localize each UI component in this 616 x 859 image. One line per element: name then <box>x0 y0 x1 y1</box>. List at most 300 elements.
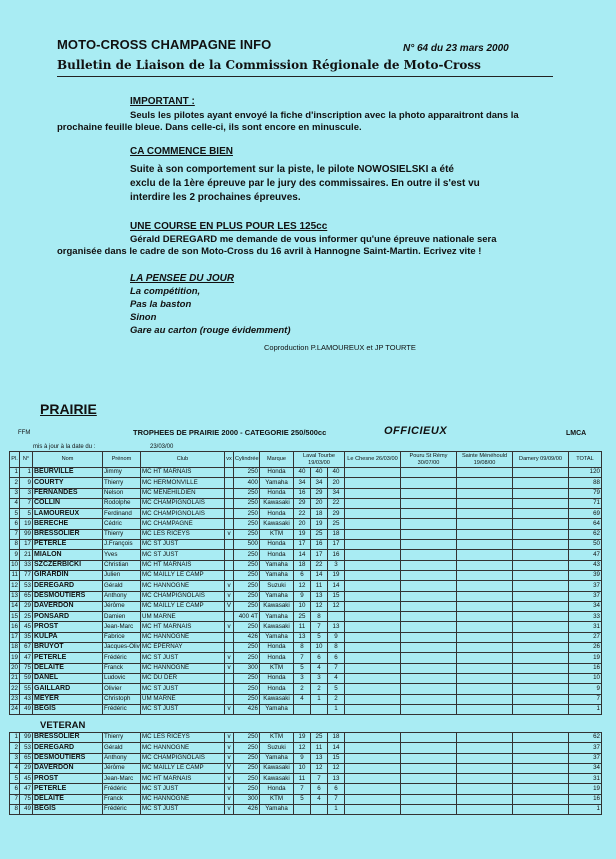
table-row <box>10 663 602 673</box>
table-row <box>10 694 602 704</box>
cell-ste-menehould <box>457 673 513 683</box>
table-row <box>10 478 602 488</box>
cell-damery <box>513 673 569 683</box>
cell-pouru <box>401 653 457 663</box>
cell-firstname: Anthony <box>103 753 141 763</box>
veteran-section-title: VETERAN <box>40 720 86 731</box>
cell-ste-menehould <box>457 570 513 580</box>
cell-le-chesne <box>345 591 401 601</box>
cell-number: 65 <box>20 753 33 763</box>
cell-pouru <box>401 805 457 815</box>
cell-le-chesne <box>345 622 401 632</box>
cell-laval-r2: 29 <box>311 488 328 498</box>
cell-laval-r1: 17 <box>294 540 311 550</box>
cell-number: 21 <box>20 550 33 560</box>
cell-place: 18 <box>10 643 20 653</box>
cell-brand: Honda <box>260 540 294 550</box>
cell-ste-menehould <box>457 488 513 498</box>
cell-laval-r3: 7 <box>328 794 345 804</box>
cell-laval-r2: 8 <box>311 612 328 622</box>
cell-le-chesne <box>345 663 401 673</box>
cell-number: 47 <box>20 784 33 794</box>
cell-place: 7 <box>10 794 20 804</box>
cell-firstname: Christian <box>103 560 141 570</box>
important-heading: IMPORTANT : <box>130 96 195 107</box>
cell-damery <box>513 743 569 753</box>
cell-pouru <box>401 519 457 529</box>
cell-club: MC HANNOGNE <box>141 663 225 673</box>
cell-brand: Honda <box>260 509 294 519</box>
cell-le-chesne <box>345 498 401 508</box>
cell-total: 69 <box>569 509 602 519</box>
cell-laval-r1: 14 <box>294 550 311 560</box>
cell-firstname: Ludovic <box>103 673 141 683</box>
cell-le-chesne <box>345 774 401 784</box>
cell-displacement: 250 <box>234 684 260 694</box>
cell-ste-menehould <box>457 643 513 653</box>
cell-veteran-flag: v <box>225 753 234 763</box>
cell-ste-menehould <box>457 694 513 704</box>
cell-laval-r1: 22 <box>294 509 311 519</box>
cell-damery <box>513 550 569 560</box>
cell-name: MEYER <box>33 694 103 704</box>
cell-displacement: 400 4T <box>234 612 260 622</box>
cell-ste-menehould <box>457 540 513 550</box>
cell-displacement: 250 <box>234 601 260 611</box>
cell-laval-r3: 1 <box>328 805 345 815</box>
cell-name: GAILLARD <box>33 684 103 694</box>
cell-club: MC ST JUST <box>141 550 225 560</box>
cell-laval-r2: 19 <box>311 519 328 529</box>
cell-laval-r2: 13 <box>311 591 328 601</box>
cell-pouru <box>401 774 457 784</box>
cell-displacement: 400 <box>234 478 260 488</box>
cell-veteran-flag: v <box>225 794 234 804</box>
cell-number: 59 <box>20 673 33 683</box>
cell-number: 53 <box>20 581 33 591</box>
column-header: Club <box>141 452 225 468</box>
cell-firstname: Julien <box>103 570 141 580</box>
cell-pouru <box>401 612 457 622</box>
cell-le-chesne <box>345 519 401 529</box>
cell-total: 43 <box>569 560 602 570</box>
cell-laval-r3: 14 <box>328 581 345 591</box>
table-row <box>10 753 602 763</box>
cell-damery <box>513 794 569 804</box>
cell-brand: Honda <box>260 550 294 560</box>
cell-pouru <box>401 560 457 570</box>
cell-laval-r2: 4 <box>311 663 328 673</box>
cell-veteran-flag: v <box>225 743 234 753</box>
important-text <box>57 110 557 134</box>
cell-le-chesne <box>345 632 401 642</box>
cell-brand: Kawasaki <box>260 519 294 529</box>
table-row <box>10 519 602 529</box>
cell-brand: Honda <box>260 673 294 683</box>
table-row <box>10 763 602 773</box>
cell-name: DESMOUTIERS <box>33 591 103 601</box>
cell-place: 12 <box>10 581 20 591</box>
cell-laval-r3: 13 <box>328 774 345 784</box>
column-header: Cylindrée <box>234 452 260 468</box>
cell-number: 17 <box>20 540 33 550</box>
cell-total: 64 <box>569 519 602 529</box>
cell-total: 120 <box>569 468 602 478</box>
cell-place: 21 <box>10 673 20 683</box>
pensee-heading: LA PENSEE DU JOUR <box>130 273 235 284</box>
cell-name: PROST <box>33 622 103 632</box>
cell-place: 1 <box>10 733 20 743</box>
cell-number: 19 <box>20 519 33 529</box>
cell-laval-r1: 7 <box>294 653 311 663</box>
important-line: Seuls les pilotes ayant envoyé la fiche d'inscription avec la photo apparaitront dans la <box>130 110 519 121</box>
cell-total: 34 <box>569 601 602 611</box>
cell-veteran-flag <box>225 684 234 694</box>
cell-laval-r2: 6 <box>311 653 328 663</box>
cell-laval-r3: 1 <box>328 704 345 714</box>
cell-total: 19 <box>569 784 602 794</box>
cell-club: MC HT MARNAIS <box>141 774 225 784</box>
cell-laval-r1: 10 <box>294 763 311 773</box>
cell-name: PROST <box>33 774 103 784</box>
cell-brand: KTM <box>260 733 294 743</box>
cell-number: 99 <box>20 733 33 743</box>
cell-pouru <box>401 794 457 804</box>
cell-brand: Kawasaki <box>260 694 294 704</box>
cell-total: 16 <box>569 663 602 673</box>
cell-firstname: Nelson <box>103 488 141 498</box>
cell-laval-r3: 18 <box>328 529 345 539</box>
table-row <box>10 632 602 642</box>
cell-place: 8 <box>10 805 20 815</box>
cell-number: 1 <box>20 468 33 478</box>
trophy-title: TROPHEES DE PRAIRIE 2000 - CATEGORIE 250/500cc <box>133 428 327 437</box>
cell-laval-r1: 11 <box>294 774 311 784</box>
cell-laval-r2: 11 <box>311 581 328 591</box>
cell-club: MC CHAMPAGNE <box>141 519 225 529</box>
cell-firstname: Yves <box>103 550 141 560</box>
table-row <box>10 498 602 508</box>
update-label: mis à jour à la date du : <box>33 444 96 450</box>
table-header-row <box>10 452 602 468</box>
cell-ste-menehould <box>457 581 513 591</box>
cell-total: 79 <box>569 488 602 498</box>
cell-brand: Kawasaki <box>260 774 294 784</box>
cell-place: 2 <box>10 478 20 488</box>
table-row <box>10 784 602 794</box>
table-row <box>10 794 602 804</box>
cell-place: 4 <box>10 763 20 773</box>
cell-club: MC HANNOGNE <box>141 794 225 804</box>
commence-line: interdire les 2 prochaines épreuves. <box>130 192 301 203</box>
cell-laval-r1: 13 <box>294 632 311 642</box>
cell-veteran-flag <box>225 488 234 498</box>
cell-total: 71 <box>569 498 602 508</box>
cell-club: MC CHAMPIGNOLAIS <box>141 591 225 601</box>
cell-damery <box>513 653 569 663</box>
cell-laval-r2: 2 <box>311 684 328 694</box>
cell-club: MC MAILLY LE CAMP <box>141 601 225 611</box>
cell-ste-menehould <box>457 612 513 622</box>
cell-le-chesne <box>345 529 401 539</box>
cell-club: MC CHAMPIGNOLAIS <box>141 498 225 508</box>
table-row <box>10 774 602 784</box>
prairie-results-table <box>9 451 602 715</box>
cell-veteran-flag <box>225 612 234 622</box>
cell-veteran-flag: V <box>225 763 234 773</box>
cell-name: DEREGARD <box>33 581 103 591</box>
cell-laval-r1: 11 <box>294 622 311 632</box>
cell-firstname: Thierry <box>103 478 141 488</box>
cell-ste-menehould <box>457 753 513 763</box>
cell-laval-r1: 8 <box>294 643 311 653</box>
cell-laval-r3: 15 <box>328 591 345 601</box>
cell-displacement: 250 <box>234 570 260 580</box>
cell-veteran-flag <box>225 498 234 508</box>
cell-laval-r3: 9 <box>328 632 345 642</box>
cell-laval-r3: 14 <box>328 743 345 753</box>
cell-displacement: 300 <box>234 663 260 673</box>
cell-laval-r3: 22 <box>328 498 345 508</box>
cell-name: DAVERDON <box>33 763 103 773</box>
table-row <box>10 529 602 539</box>
cell-damery <box>513 581 569 591</box>
cell-laval-r2: 3 <box>311 673 328 683</box>
cell-total: 37 <box>569 591 602 601</box>
cell-club: MC LES RICEYS <box>141 733 225 743</box>
cell-name: GIRARDIN <box>33 570 103 580</box>
table-row <box>10 601 602 611</box>
table-row <box>10 673 602 683</box>
cell-name: DEREGARD <box>33 743 103 753</box>
cell-veteran-flag: v <box>225 663 234 673</box>
column-header: Pl. <box>10 452 20 468</box>
cell-damery <box>513 601 569 611</box>
cell-pouru <box>401 540 457 550</box>
cell-number: 5 <box>20 509 33 519</box>
cell-place: 8 <box>10 540 20 550</box>
cell-damery <box>513 591 569 601</box>
cell-name: PETERLE <box>33 540 103 550</box>
cell-club: MC CHAMPIGNOLAIS <box>141 753 225 763</box>
cell-veteran-flag: V <box>225 601 234 611</box>
cell-le-chesne <box>345 805 401 815</box>
cell-ste-menehould <box>457 684 513 694</box>
cell-firstname: Anthony <box>103 591 141 601</box>
cell-displacement: 250 <box>234 753 260 763</box>
cell-total: 31 <box>569 774 602 784</box>
cell-le-chesne <box>345 673 401 683</box>
cell-number: 33 <box>20 560 33 570</box>
cell-place: 22 <box>10 684 20 694</box>
table-row <box>10 581 602 591</box>
cell-veteran-flag <box>225 643 234 653</box>
cell-damery <box>513 663 569 673</box>
cell-laval-r1: 12 <box>294 581 311 591</box>
cell-pouru <box>401 509 457 519</box>
cell-displacement: 250 <box>234 498 260 508</box>
cell-ste-menehould <box>457 601 513 611</box>
cell-brand: Honda <box>260 784 294 794</box>
cell-pouru <box>401 550 457 560</box>
cell-ste-menehould <box>457 550 513 560</box>
cell-displacement: 250 <box>234 468 260 478</box>
cell-place: 11 <box>10 570 20 580</box>
cell-total: 9 <box>569 684 602 694</box>
cell-pouru <box>401 601 457 611</box>
table-row <box>10 468 602 478</box>
cell-place: 1 <box>10 468 20 478</box>
cell-veteran-flag <box>225 570 234 580</box>
cell-veteran-flag: v <box>225 581 234 591</box>
course-line: organisée dans le cadre de son Moto-Cross du 16 avril à Hannogne Saint-Martin. Ecrivez vite ! <box>57 246 482 257</box>
cell-laval-r3: 16 <box>328 550 345 560</box>
cell-veteran-flag <box>225 632 234 642</box>
cell-pouru <box>401 753 457 763</box>
cell-brand: Yamaha <box>260 560 294 570</box>
cell-club: MC HERMONVILLE <box>141 478 225 488</box>
cell-name: SZCZERBICKI <box>33 560 103 570</box>
cell-firstname: Damien <box>103 612 141 622</box>
cell-club: UM MARNE <box>141 694 225 704</box>
pensee-line: Sinon <box>130 312 157 323</box>
cell-laval-r3: 13 <box>328 622 345 632</box>
column-header: Pouru St Rémy 30/07/00 <box>401 452 457 468</box>
cell-displacement: 250 <box>234 550 260 560</box>
cell-veteran-flag: v <box>225 529 234 539</box>
cell-laval-r2: 34 <box>311 478 328 488</box>
cell-firstname: Olivier <box>103 684 141 694</box>
pensee-credit: Coproduction P.LAMOUREUX et JP TOURTE <box>264 343 416 352</box>
cell-ste-menehould <box>457 498 513 508</box>
cell-name: DESMOUTIERS <box>33 753 103 763</box>
cell-laval-r3: 19 <box>328 570 345 580</box>
cell-firstname: Frédéric <box>103 704 141 714</box>
cell-place: 3 <box>10 753 20 763</box>
cell-ste-menehould <box>457 733 513 743</box>
column-header: Le Chesne 26/03/00 <box>345 452 401 468</box>
cell-veteran-flag: v <box>225 704 234 714</box>
column-header: Damery 09/09/00 <box>513 452 569 468</box>
cell-place: 5 <box>10 509 20 519</box>
cell-ste-menehould <box>457 591 513 601</box>
cell-club: MC EPERNAY <box>141 643 225 653</box>
course-heading: UNE COURSE EN PLUS POUR LES 125cc <box>130 221 328 232</box>
cell-name: BRESSOLIER <box>33 733 103 743</box>
cell-laval-r3: 17 <box>328 540 345 550</box>
cell-brand: Kawasaki <box>260 622 294 632</box>
column-header: vx <box>225 452 234 468</box>
cell-le-chesne <box>345 509 401 519</box>
cell-number: 77 <box>20 570 33 580</box>
cell-brand: KTM <box>260 663 294 673</box>
cell-ste-menehould <box>457 529 513 539</box>
cell-club: MC CHAMPIGNOLAIS <box>141 509 225 519</box>
cell-number: 65 <box>20 591 33 601</box>
pensee-line: La compétition, <box>130 286 201 297</box>
cell-club: MC ST JUST <box>141 540 225 550</box>
cell-ste-menehould <box>457 478 513 488</box>
course-line: Gérald DEREGARD me demande de vous informer qu'une épreuve nationale sera <box>130 234 497 245</box>
cell-laval-r1: 9 <box>294 753 311 763</box>
cell-laval-r3: 34 <box>328 488 345 498</box>
table-row <box>10 653 602 663</box>
cell-number: 45 <box>20 774 33 784</box>
cell-place: 19 <box>10 653 20 663</box>
cell-laval-r1: 5 <box>294 663 311 673</box>
cell-name: BEGIS <box>33 704 103 714</box>
cell-laval-r3: 15 <box>328 753 345 763</box>
cell-laval-r2: 12 <box>311 763 328 773</box>
column-header: TOTAL <box>569 452 602 468</box>
cell-damery <box>513 540 569 550</box>
cell-le-chesne <box>345 653 401 663</box>
cell-place: 24 <box>10 704 20 714</box>
cell-brand: Suzuki <box>260 743 294 753</box>
cell-total: 50 <box>569 540 602 550</box>
cell-firstname: Jérôme <box>103 763 141 773</box>
cell-ste-menehould <box>457 763 513 773</box>
cell-brand: Yamaha <box>260 704 294 714</box>
cell-number: 43 <box>20 694 33 704</box>
veteran-results-table <box>9 732 602 815</box>
cell-laval-r1: 9 <box>294 591 311 601</box>
cell-place: 17 <box>10 632 20 642</box>
cell-number: 75 <box>20 794 33 804</box>
cell-laval-r2: 1 <box>311 694 328 704</box>
cell-damery <box>513 784 569 794</box>
commence-text <box>130 163 570 205</box>
cell-laval-r3: 4 <box>328 673 345 683</box>
cell-laval-r1: 10 <box>294 601 311 611</box>
cell-veteran-flag: v <box>225 784 234 794</box>
cell-laval-r2: 14 <box>311 570 328 580</box>
cell-ste-menehould <box>457 653 513 663</box>
cell-laval-r1: 20 <box>294 519 311 529</box>
cell-ste-menehould <box>457 794 513 804</box>
cell-ste-menehould <box>457 519 513 529</box>
cell-laval-r1: 4 <box>294 694 311 704</box>
cell-total: 88 <box>569 478 602 488</box>
cell-brand: Yamaha <box>260 753 294 763</box>
cell-damery <box>513 733 569 743</box>
cell-firstname: Frédéric <box>103 653 141 663</box>
cell-pouru <box>401 529 457 539</box>
cell-club: MC HT MARNAIS <box>141 622 225 632</box>
cell-club: MC ST JUST <box>141 784 225 794</box>
cell-pouru <box>401 488 457 498</box>
cell-ste-menehould <box>457 632 513 642</box>
cell-brand: Yamaha <box>260 570 294 580</box>
pensee-line: Pas la baston <box>130 299 192 310</box>
cell-place: 9 <box>10 550 20 560</box>
cell-damery <box>513 560 569 570</box>
cell-ste-menehould <box>457 704 513 714</box>
cell-total: 37 <box>569 581 602 591</box>
cell-damery <box>513 774 569 784</box>
cell-name: BEURVILLE <box>33 468 103 478</box>
cell-veteran-flag <box>225 673 234 683</box>
cell-pouru <box>401 632 457 642</box>
cell-damery <box>513 612 569 622</box>
cell-displacement: 500 <box>234 540 260 550</box>
cell-total: 16 <box>569 794 602 804</box>
table-row <box>10 733 602 743</box>
cell-displacement: 250 <box>234 643 260 653</box>
cell-brand: Yamaha <box>260 591 294 601</box>
cell-laval-r2: 11 <box>311 743 328 753</box>
cell-club: MC MAILLY LE CAMP <box>141 570 225 580</box>
